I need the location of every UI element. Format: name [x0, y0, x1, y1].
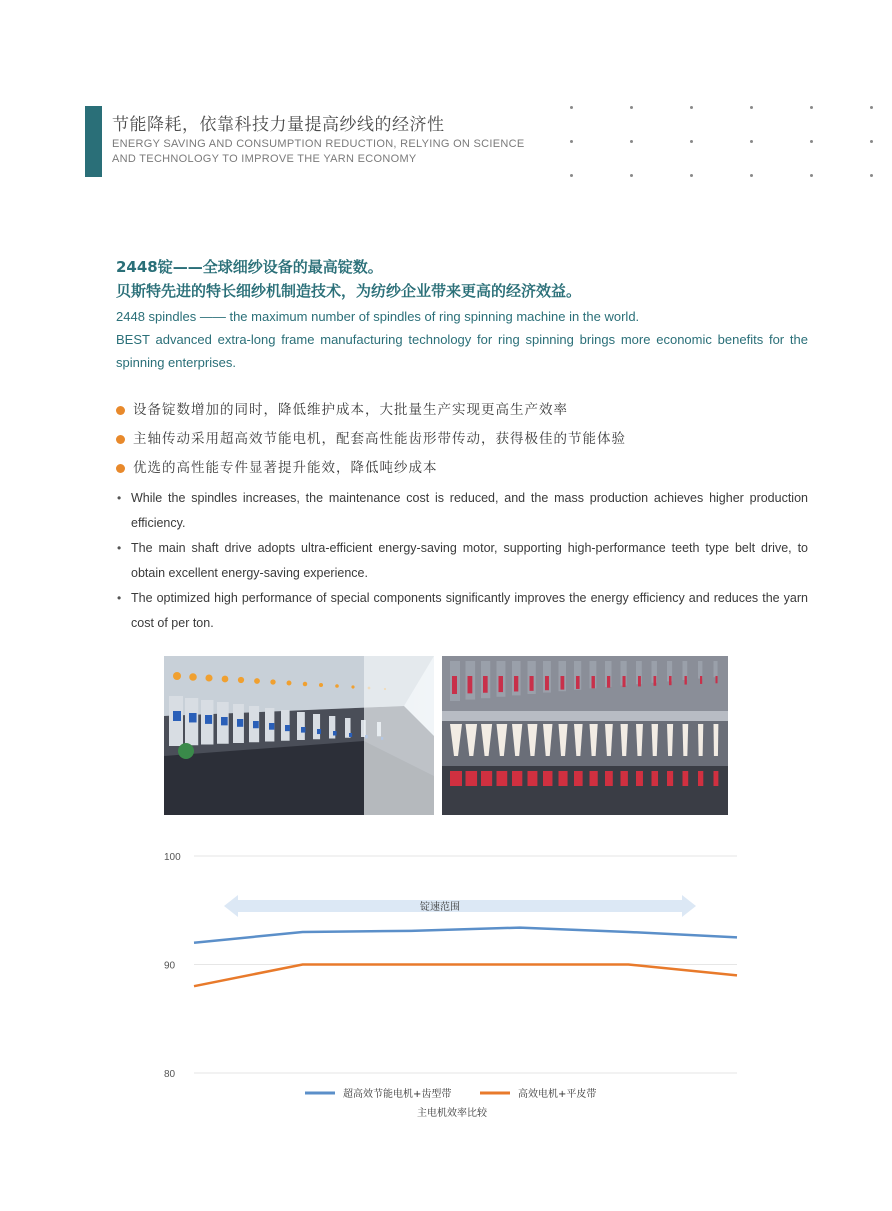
spindle-holder-shape	[543, 771, 552, 786]
red-tube-shape	[654, 676, 657, 686]
decorative-dot	[810, 106, 813, 109]
red-tube-shape	[483, 676, 488, 693]
cn-bullet-item	[116, 425, 626, 454]
spinning-bobbins-photo-right	[442, 656, 728, 815]
yarn-cop-shape	[683, 724, 689, 756]
machine-part-shape	[221, 717, 228, 725]
intro-en-line2: BEST advanced extra-long frame manufacturing technology for ring spinning brings more economic benefits for the spinning enterprises.	[116, 332, 808, 370]
chart-svg	[160, 840, 760, 1130]
dot-bullet-icon: •	[117, 591, 122, 605]
red-tube-shape	[452, 676, 457, 694]
red-tube-shape	[468, 676, 473, 693]
machine-part-shape	[333, 731, 337, 736]
red-tube-shape	[530, 676, 534, 691]
legend-label: 高效电机+平皮带	[518, 1089, 597, 1100]
yarn-package-shape	[222, 676, 229, 683]
red-tube-shape	[592, 676, 595, 688]
drafting-arm-shape	[698, 661, 702, 679]
y-tick-label: 90	[164, 960, 176, 972]
yarn-package-shape	[335, 684, 339, 688]
red-tube-shape	[716, 676, 718, 683]
series-line-1	[194, 928, 737, 943]
spindle-holder-shape	[636, 771, 643, 786]
red-tube-shape	[514, 676, 518, 691]
yarn-package-shape	[205, 674, 212, 681]
decorative-dot	[870, 140, 873, 143]
spindle-holder-shape	[683, 771, 689, 786]
spindle-holder-shape	[714, 771, 719, 786]
spindle-holder-shape	[497, 771, 508, 786]
spindle-holder-shape	[528, 771, 538, 786]
machine-part-shape	[237, 719, 243, 727]
cn-bullet-item	[116, 396, 626, 425]
decorative-dot	[750, 106, 753, 109]
yarn-cop-shape	[698, 724, 703, 756]
header-accent-bar	[85, 106, 102, 177]
machine-part-shape	[349, 733, 352, 737]
series-line-2	[194, 965, 737, 987]
section-title-en	[112, 137, 552, 167]
decorative-dot	[570, 106, 573, 109]
machine-part-shape	[301, 727, 305, 733]
decorative-dot	[690, 140, 693, 143]
machine-part-shape	[205, 715, 212, 724]
en-bullet-list	[116, 486, 808, 636]
red-tube-shape	[607, 676, 610, 688]
red-tube-shape	[638, 676, 641, 686]
y-tick-label: 100	[164, 852, 181, 863]
red-tube-shape	[685, 676, 687, 685]
decorative-dot	[630, 140, 633, 143]
spindle-holder-shape	[590, 771, 598, 786]
section-title-cn: 节能降耗，依靠科技力量提高纱线的经济性	[112, 115, 445, 135]
yarn-package-shape	[254, 678, 260, 684]
spindle-holder-shape	[512, 771, 522, 786]
yarn-package-shape	[287, 681, 292, 686]
intro-en	[116, 305, 808, 374]
spindle-holder-shape	[559, 771, 568, 786]
en-bullet-text: The optimized high performance of special components significantly improves the energy efficiency and reduces the yarn cost of per ton.	[131, 591, 808, 630]
spindle-holder-shape	[466, 771, 478, 786]
intro-en-line1: 2448 spindles —— the maximum number of spindles of ring spinning machine in the world.	[116, 309, 640, 324]
decorative-dot	[750, 140, 753, 143]
machine-part-shape	[297, 712, 305, 740]
chart-title: 主电机效率比较	[417, 1108, 487, 1119]
yarn-package-shape	[238, 677, 244, 683]
speed-range-label: 锭速范围	[420, 902, 460, 913]
intro-cn	[116, 255, 581, 303]
decorative-dot	[570, 140, 573, 143]
en-bullet-text: While the spindles increases, the maintenance cost is reduced, and the mass production achieves higher production efficiency.	[131, 491, 808, 530]
spinning-frame-photo-left	[164, 656, 434, 815]
red-tube-shape	[545, 676, 549, 690]
legend-label: 超高效节能电机+齿型带	[343, 1089, 452, 1100]
intro-cn-line2: 贝斯特先进的特长细纱机制造技术，为纺纱企业带来更高的经济效益。	[116, 282, 582, 300]
red-tube-shape	[576, 676, 580, 689]
en-bullet-item	[116, 486, 808, 536]
yarn-cop-shape	[714, 724, 719, 756]
decorative-dot	[810, 140, 813, 143]
en-bullet-item	[116, 586, 808, 636]
decorative-dot	[750, 174, 753, 177]
dot-bullet-icon: •	[117, 491, 122, 505]
cn-bullet-text: 优选的高性能专件显著提升能效，降低吨纱成本	[133, 460, 438, 476]
machine-part-shape	[285, 725, 290, 731]
machine-part-shape	[313, 714, 320, 739]
red-tube-shape	[499, 676, 503, 692]
machine-part-shape	[317, 729, 321, 734]
decorative-dot	[690, 106, 693, 109]
decorative-dot	[810, 174, 813, 177]
decorative-dot	[870, 174, 873, 177]
speed-range-arrow	[224, 895, 696, 917]
decorative-dot	[630, 106, 633, 109]
spindle-holder-shape	[450, 771, 462, 786]
cn-bullet-text: 设备锭数增加的同时，降低维护成本，大批量生产实现更高生产效率	[133, 402, 568, 418]
section-title-en-line2: AND TECHNOLOGY TO IMPROVE THE YARN ECONOMY	[112, 153, 417, 165]
cn-bullet-text: 主轴传动采用超高效节能电机，配套高性能齿形带传动，获得极佳的节能体验	[133, 431, 626, 447]
motor-efficiency-chart	[160, 840, 760, 1130]
orange-bullet-icon	[116, 464, 125, 473]
decorative-dot	[870, 106, 873, 109]
yarn-package-shape	[351, 685, 354, 688]
cn-bullet-list	[116, 396, 626, 483]
machine-part-shape	[253, 721, 259, 728]
section-title-en-line1: ENERGY SAVING AND CONSUMPTION REDUCTION, RELYING ON SCIENCE	[112, 138, 525, 150]
red-tube-shape	[669, 676, 672, 685]
y-tick-label: 80	[164, 1069, 176, 1080]
red-tube-shape	[700, 676, 702, 684]
red-tube-shape	[623, 676, 626, 687]
spindle-holder-shape	[667, 771, 673, 786]
red-tube-shape	[561, 676, 565, 690]
dot-bullet-icon: •	[117, 541, 122, 555]
yarn-package-shape	[189, 673, 197, 681]
yarn-package-shape	[319, 683, 323, 687]
yarn-cop-shape	[667, 724, 673, 756]
intro-cn-line1: 2448锭——全球细纱设备的最高锭数。	[116, 258, 383, 276]
spindle-holder-shape	[621, 771, 628, 786]
cn-bullet-item	[116, 454, 626, 483]
decorative-dot	[630, 174, 633, 177]
en-bullet-text: The main shaft drive adopts ultra-efficient energy-saving motor, supporting high-performance teeth type belt drive, to obtain excellent energy-saving experience.	[131, 541, 808, 580]
yarn-package-shape	[303, 682, 307, 686]
spindle-holder-shape	[698, 771, 703, 786]
drafting-arm-shape	[714, 661, 718, 677]
spindle-holder-shape	[652, 771, 659, 786]
spindle-holder-shape	[605, 771, 613, 786]
machine-part-shape	[189, 713, 197, 722]
decorative-dot	[570, 174, 573, 177]
en-bullet-item	[116, 536, 808, 586]
green-knob-shape	[178, 743, 194, 759]
machine-part-shape	[269, 723, 274, 730]
decorative-dot-grid	[566, 103, 886, 183]
spindle-holder-shape	[481, 771, 492, 786]
orange-bullet-icon	[116, 406, 125, 415]
orange-bullet-icon	[116, 435, 125, 444]
decorative-dot	[690, 174, 693, 177]
spindle-holder-shape	[574, 771, 583, 786]
machine-part-shape	[173, 711, 181, 721]
yarn-package-shape	[173, 672, 181, 680]
yarn-package-shape	[270, 679, 275, 684]
